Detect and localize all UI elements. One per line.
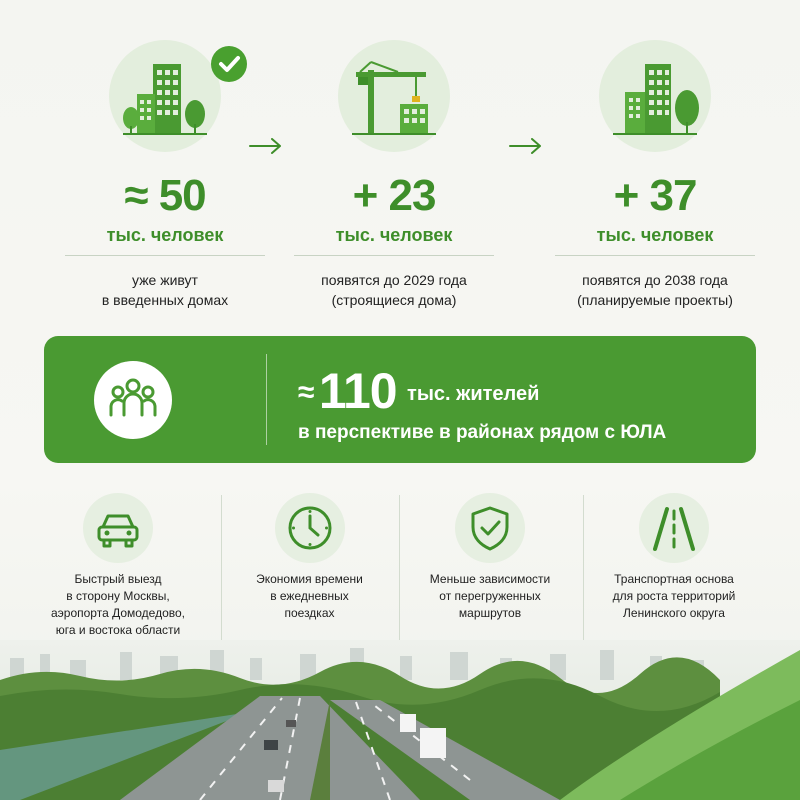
desc-line: (строящиеся дома) (331, 292, 457, 308)
buildings-trees-icon (599, 40, 711, 152)
benefit-less-dependency (400, 493, 580, 622)
benefit-text (584, 571, 764, 622)
text-line: в сторону Москвы, (66, 589, 170, 603)
benefit-fast-exit (18, 493, 218, 639)
stat-existing (55, 40, 275, 310)
road-icon (639, 493, 709, 563)
benefit-transport-basis (584, 493, 764, 622)
stat-value: ≈ 50 (124, 171, 206, 220)
arrow-right-icon (248, 138, 284, 154)
desc-line: (планируемые проекты) (577, 292, 733, 308)
divider (65, 255, 265, 256)
car-icon (83, 493, 153, 563)
stat-unit: тыс. человек (335, 225, 453, 245)
shield-check-icon (455, 493, 525, 563)
benefit-text (400, 571, 580, 622)
stat-under-construction (284, 40, 504, 310)
desc-line: уже живут (132, 272, 198, 288)
stat-description (284, 270, 504, 310)
people-group-icon (94, 361, 172, 439)
divider (555, 255, 755, 256)
stat-description (55, 270, 275, 310)
text-line: Транспортная основа (614, 572, 734, 586)
construction-crane-icon (338, 40, 450, 152)
text-line: маршрутов (458, 606, 522, 620)
text-line: в ежедневных (270, 589, 349, 603)
stat-value: + 37 (613, 171, 697, 220)
stat-planned (545, 40, 765, 310)
benefit-text (222, 571, 397, 622)
text-line: Экономия времени (256, 572, 363, 586)
banner-subtitle: в перспективе в районах рядом с ЮЛА (298, 422, 667, 443)
desc-line: появятся до 2029 года (321, 272, 467, 288)
text-line: поездках (284, 606, 335, 620)
text-line: от перегруженных (439, 589, 541, 603)
text-line: Быстрый выезд (74, 572, 162, 586)
desc-line: в введенных домах (101, 292, 229, 308)
text-line: Меньше зависимости (429, 572, 551, 586)
benefit-time-saving (222, 493, 397, 622)
stat-value: + 23 (352, 171, 436, 220)
arrow-right-icon (508, 138, 544, 154)
total-residents-banner (44, 336, 756, 463)
banner-divider (266, 354, 267, 445)
highway-landscape-image (0, 640, 800, 800)
text-line: юга и востока области (55, 623, 181, 637)
text-line: для роста территорий (612, 589, 736, 603)
divider (294, 255, 494, 256)
banner-headline (298, 362, 539, 420)
banner-unit: тыс. жителей (407, 383, 540, 405)
banner-value: 110 (318, 363, 397, 419)
stat-unit: тыс. человек (596, 225, 714, 245)
clock-icon (275, 493, 345, 563)
check-icon (211, 46, 247, 82)
buildings-check-icon (109, 40, 221, 152)
stat-unit: тыс. человек (106, 225, 224, 245)
text-line: Ленинского округа (623, 606, 725, 620)
text-line: аэропорта Домодедово, (50, 606, 186, 620)
desc-line: появятся до 2038 года (582, 272, 728, 288)
approx-sign: ≈ (298, 376, 315, 409)
benefit-text (18, 571, 218, 639)
stat-description (545, 270, 765, 310)
